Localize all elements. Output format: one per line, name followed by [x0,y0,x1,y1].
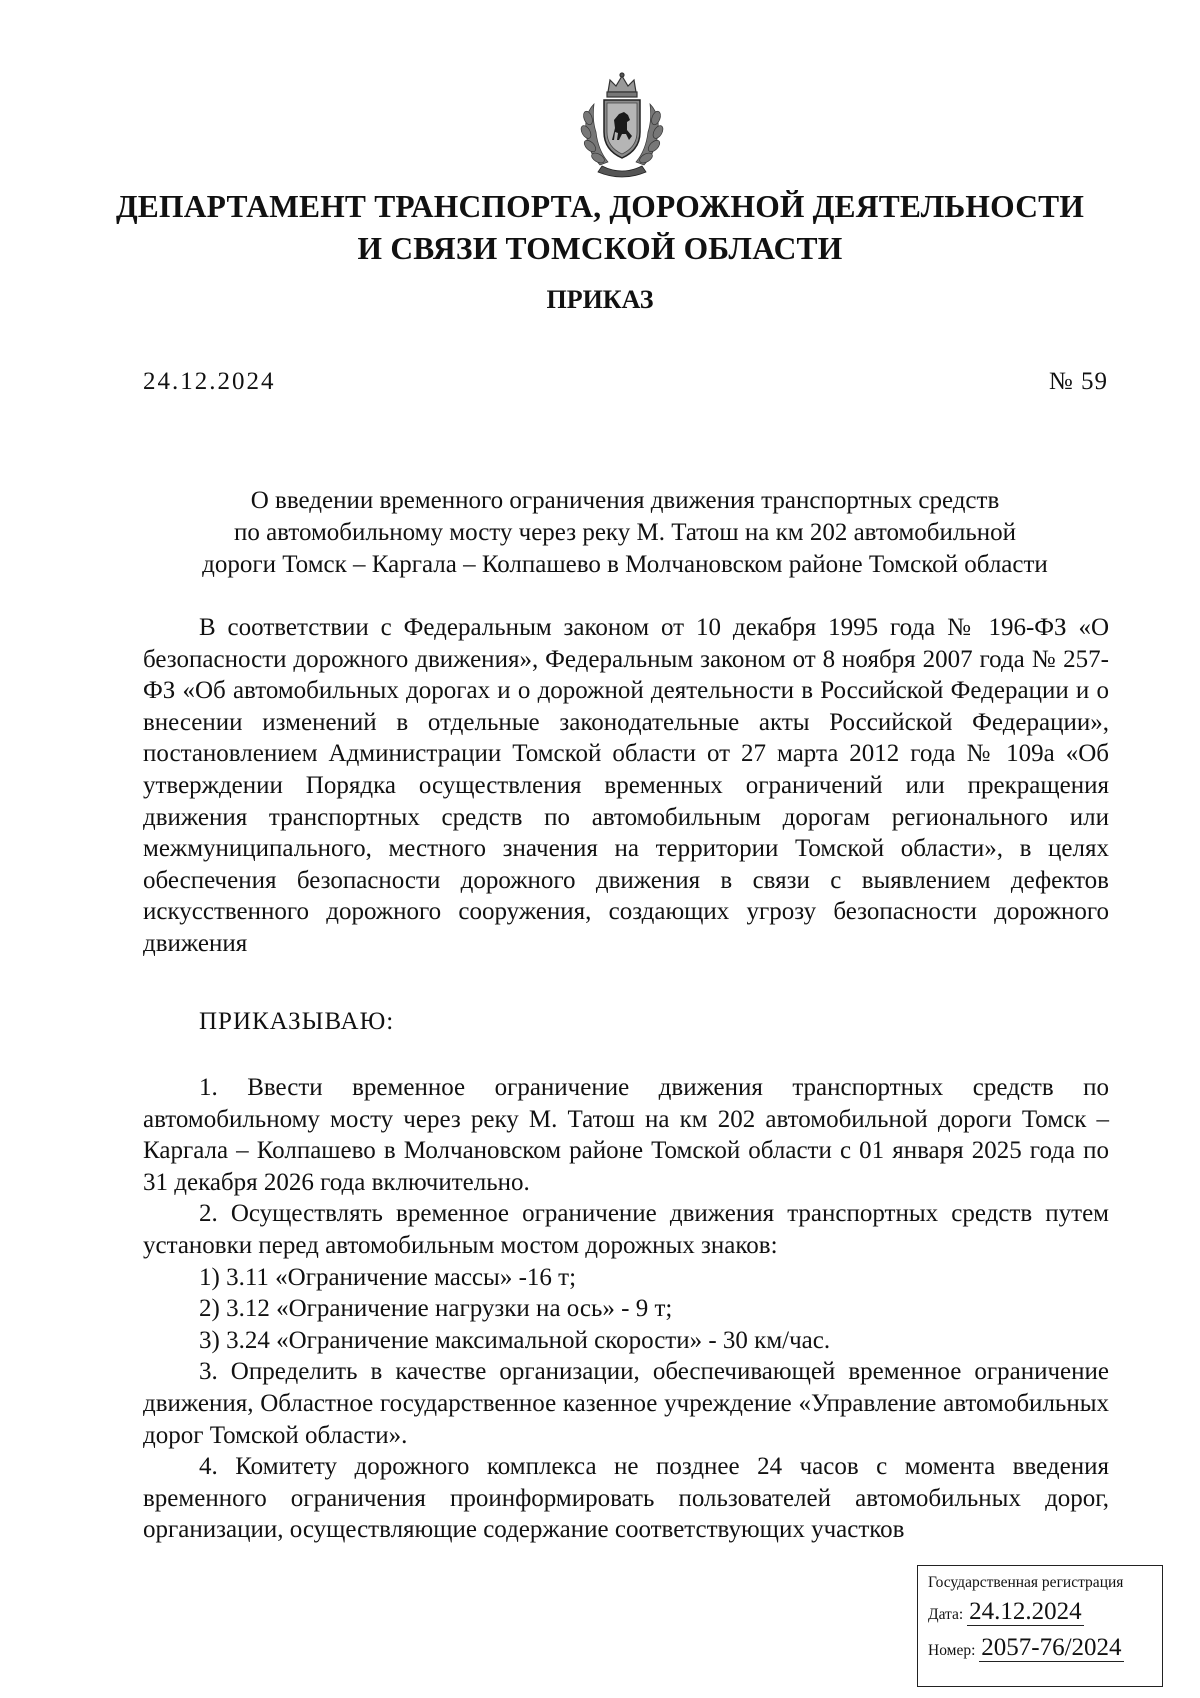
stamp-number-label: Номер: [928,1642,976,1659]
subject-line1: О введении временного ограничения движения транспортных средств [250,487,1000,514]
stamp-date-row [928,1594,1152,1633]
registration-stamp [917,1565,1163,1687]
subject-line3: дороги Томск – Каргала – Колпашево в Молчановском районе Томской области [202,551,1048,578]
document-type: ПРИКАЗ [546,285,654,314]
item-4: 4. Комитету дорожного комплекса не позднее 24 часов с момента введения временного ограничения проинформировать пользователей автомобильных дорог, организации, осуществляющие содержание соответствующих участков [143,1453,1109,1544]
department-title [0,186,1200,270]
item-2-sign-1: 1) 3.11 «Ограничение массы» -16 т; [199,1263,577,1291]
department-title-line2: И СВЯЗИ ТОМСКОЙ ОБЛАСТИ [357,231,843,266]
preamble-paragraph: В соответствии с Федеральным законом от 10 декабря 1995 года № 196-ФЗ «О безопасности дорожного движения», Федеральным законом от 8 ноября 2007 года № 257-ФЗ «Об автомобильных дорогах и о дорожной деятельности в Российской Федерации и о внесении изменений в отдельные законодательные акты Российской Федерации», постановлением Администрации Томской области от 27 марта 2012 года № 109а «Об утверждении Порядка осуществления временных ограничений или прекращения движения транспортных средств по автомобильным дорогам регионального или межмуниципального, местного значения на территории Томской области», в целях обеспечения безопасности дорожного движения в связи с выявлением дефектов искусственного дорожного сооружения, создающих угрозу безопасности дорожного движения [143,614,1109,957]
stamp-date-value: 24.12.2024 [969,1598,1082,1625]
stamp-number-row [928,1633,1152,1666]
stamp-date-label: Дата: [928,1606,964,1623]
item-1: 1. Ввести временное ограничение движения транспортных средств по автомобильному мосту через реку М. Татош на км 202 автомобильной дороги Томск – Каргала – Колпашево в Молчановском районе Томской области с 01 января 2025 года по 31 декабря 2026 года включительно. [143,1074,1109,1196]
item-3: 3. Определить в качестве организации, обеспечивающей временное ограничение движения, Областное государственное казенное учреждение «Управление автомобильных дорог Томской области». [143,1358,1109,1449]
order-number: № 59 [1048,368,1108,395]
tomsk-oblast-coat-of-arms-icon [572,70,672,178]
order-directive: ПРИКАЗЫВАЮ: [199,1008,395,1035]
item-2-sign-3: 3) 3.24 «Ограничение максимальной скорости» - 30 км/час. [199,1326,831,1354]
subject-line2: по автомобильному мосту через реку М. Татош на км 202 автомобильной [233,519,1017,546]
order-subject [140,485,1110,581]
preamble-section [143,612,1109,960]
item-2: 2. Осуществлять временное ограничение движения транспортных средств путем установки перед автомобильным мостом дорожных знаков: [143,1200,1109,1259]
department-title-line1: ДЕПАРТАМЕНТ ТРАНСПОРТА, ДОРОЖНОЙ ДЕЯТЕЛЬНОСТИ [115,189,1085,224]
stamp-title: Государственная регистрация [928,1574,1124,1591]
item-2-sign-2: 2) 3.12 «Ограничение нагрузки на ось» - 9 т; [199,1295,673,1323]
stamp-number-value: 2057-76/2024 [981,1634,1122,1661]
order-items [143,1072,1109,1546]
order-date: 24.12.2024 [143,368,276,395]
